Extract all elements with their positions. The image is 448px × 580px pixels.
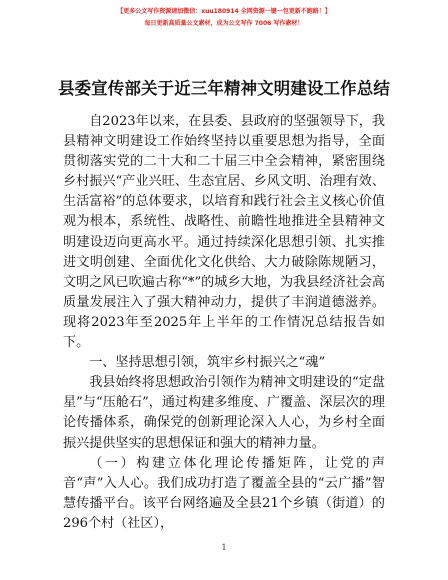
section-heading: 一、坚持思想引领，筑牢乡村振兴之“魂” xyxy=(89,355,326,371)
promo-header xyxy=(0,6,448,30)
page-number: 1 xyxy=(221,543,227,552)
promo-header-line-2: 每日更新高质量公文素材，成为公文写作 7006 写作素材！ xyxy=(144,20,304,27)
section-paragraph: 我县始终将思想政治引领作为精神文明建设的“定盘星”与“压舱石”，通过构建多维度、广覆盖、深层次的理论传播体系，确保党的创新理论深入人心，为乡村全面振兴提供坚实的思想保证和强大的精神力量。 xyxy=(63,375,385,451)
promo-header-line-1: 【更多公文写作资源请加微信：xuu180914 全网资源一键一包更新不跑路！】 xyxy=(117,8,331,15)
document-body xyxy=(63,112,385,534)
intro-paragraph: 自2023年以来，在县委、县政府的坚强领导下，我县精神文明建设工作始终坚持以重要思想为指导，全面贯彻落实党的二十大和二十届三中全会精神，紧密围绕乡村振兴“产业兴旺、生态宜居、乡风文明、治理有效、生活富裕”的总体要求，以培育和践行社会主义核心价值观为根本，系统性、战略性、前瞻性地推进全县精神文明建设迈向更高水平。通过持续深化思想引领、扎实推进文明创建、全面优化文化供给、大力破除陈规陋习，文明之风已吹遍古称“*”的城乡大地，为我县经济社会高质量发展注入了强大精神动力，提供了丰润道德滋养。现将2023年至2025年上半年的工作情况总结报告如下。 xyxy=(63,114,385,351)
document-title: 县委宣传部关于近三年精神文明建设工作总结 xyxy=(58,79,390,98)
subsection-paragraph: （一）构建立体化理论传播矩阵，让党的声音“声”入人心。我们成功打造了覆盖全县的“云广播”智慧传播平台。该平台网络遍及全县21个乡镇（街道）的296个村（社区）， xyxy=(63,455,385,531)
